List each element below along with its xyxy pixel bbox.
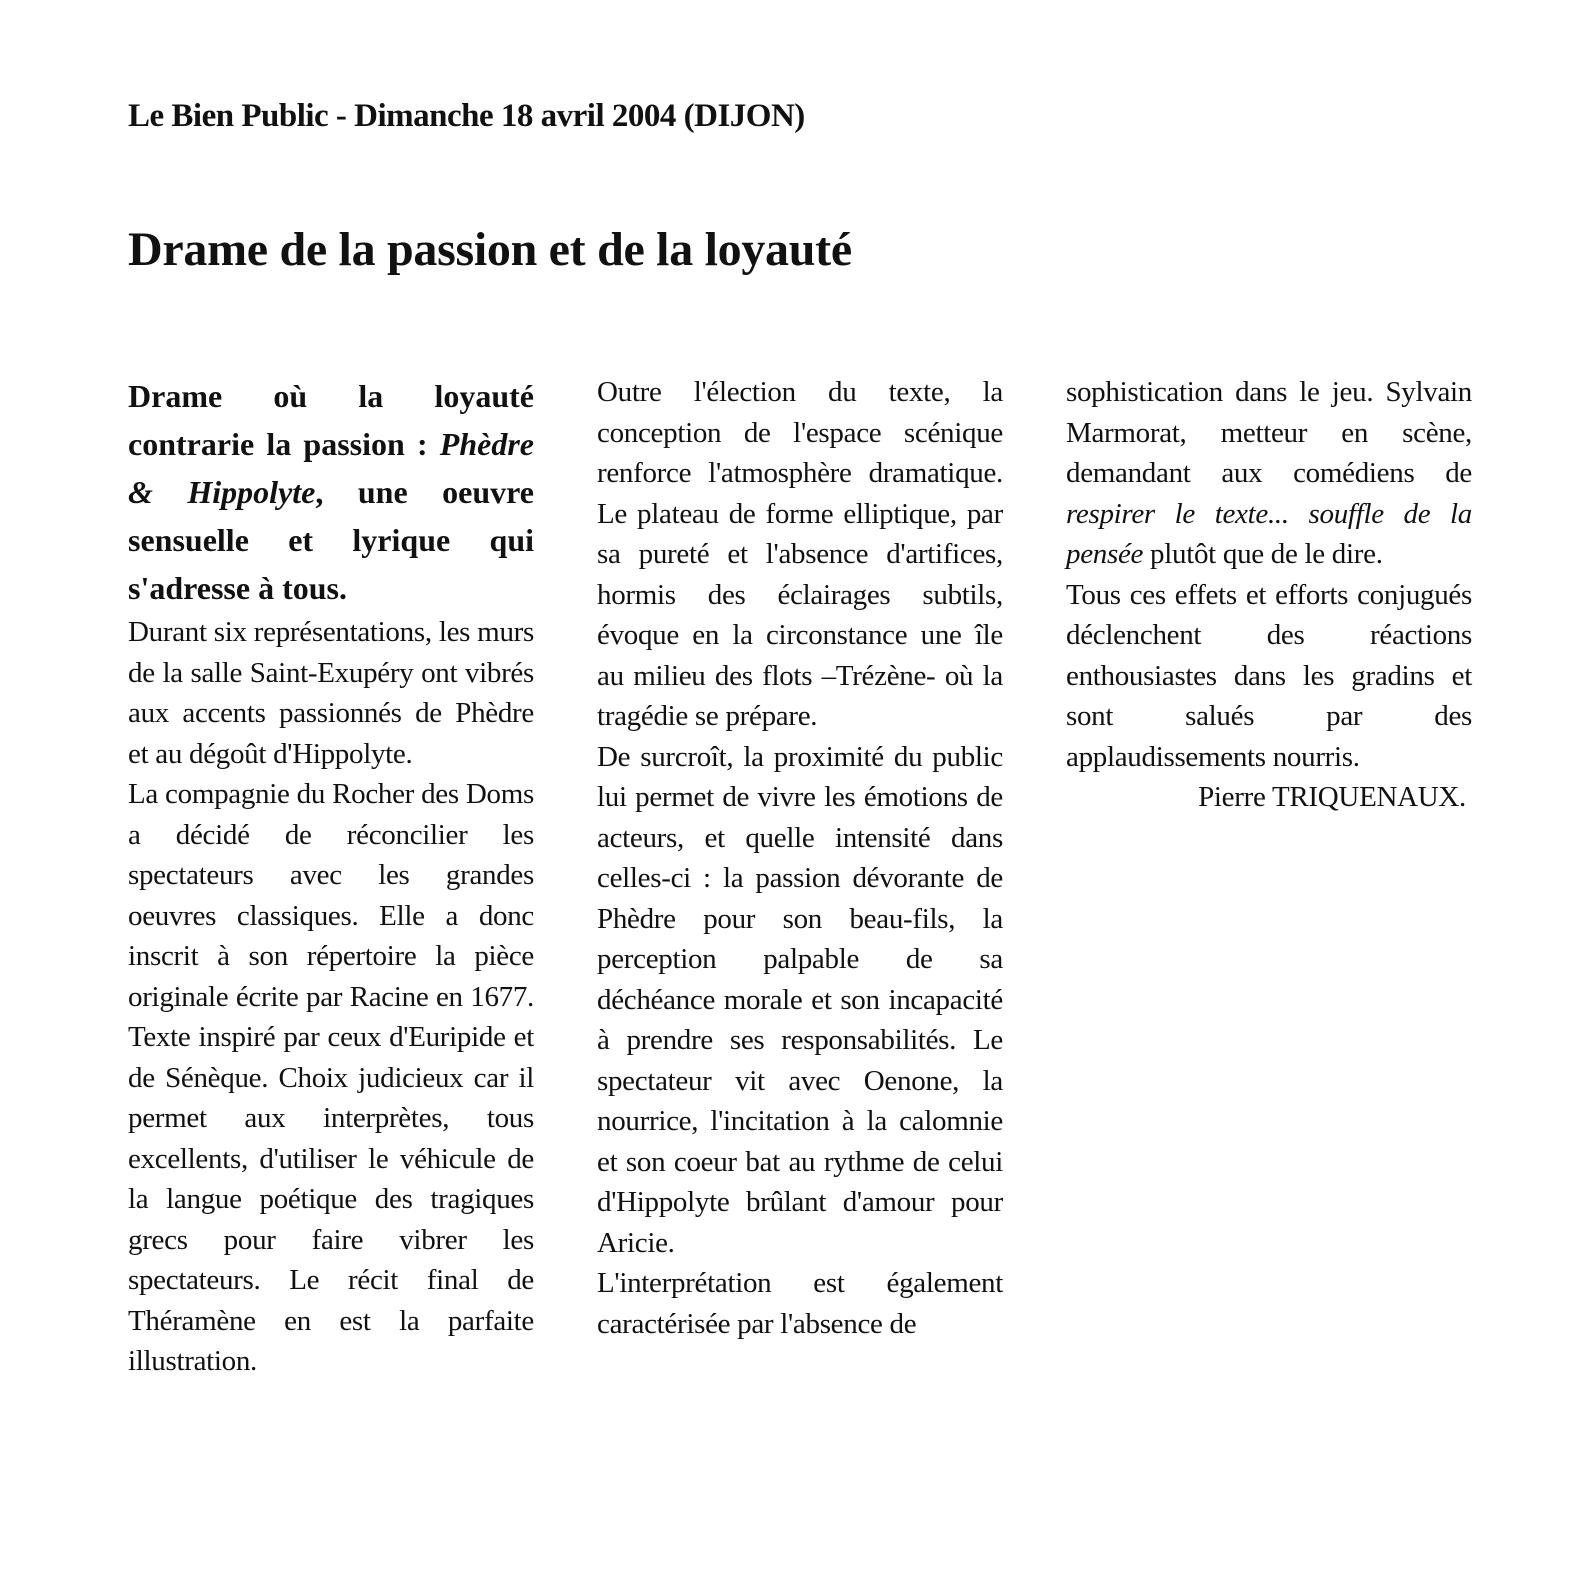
paragraph-compagnie: La compagnie du Rocher des Doms a décidé de réconcilier les spectateurs avec les grandes oeuvres classiques. Elle a donc inscrit à son répertoire la pièce originale écrite par Racine en 1677. Texte inspiré par ceux d'Euripide et de Sénèque. Choix judicieux car il permet aux interprètes, tous excellents, d'utiliser le véhicule de la langue poétique des tragiques grecs pour faire vibrer les spectateurs. Le récit final de Théramène en est la parfaite illustration. xyxy=(128,778,534,1377)
article-lead xyxy=(128,372,534,612)
paragraph-interpretation: L'interprétation est également caractérisée par l'absence de xyxy=(597,1267,1003,1340)
article-column-3 xyxy=(1066,372,1472,818)
lead-text-end: , une oeuvre sensuelle et lyrique qui s'adresse à tous. xyxy=(128,474,535,606)
author-signature: Pierre TRIQUENAUX. xyxy=(1198,781,1466,813)
article-column-2 xyxy=(597,372,1003,1344)
paragraph-representations: Durant six représentations, les murs de la salle Saint-Exupéry ont vibrés aux accents passionnés de Phèdre et au dégoût d'Hippolyte. xyxy=(128,616,534,770)
director-quote: respirer le texte... souffle de la pensée xyxy=(1066,497,1472,570)
article-column-1 xyxy=(128,372,534,1382)
play-title: Phèdre & Hippolyte xyxy=(128,426,534,510)
article-headline: Drame de la passion et de la loyauté xyxy=(128,223,852,276)
publication-dateline: Le Bien Public - Dimanche 18 avril 2004 (DIJON) xyxy=(128,98,805,134)
sophistication-text-end: plutôt que de le dire. xyxy=(1143,538,1383,570)
paragraph-sophistication xyxy=(1066,372,1472,575)
sophistication-text-start: sophistication dans le jeu. Sylvain Marmorat, metteur en scène, demandant aux comédiens de xyxy=(1066,376,1472,489)
paragraph-espace-scenique: Outre l'élection du texte, la conception de l'espace scénique renforce l'atmosphère dramatique. Le plateau de forme elliptique, par sa pureté et l'absence d'artifices, hormis des éclairages subtils, évoque en la circonstance une île au milieu des flots –Trézène- où la tragédie se prépare. xyxy=(597,376,1003,732)
paragraph-proximite: De surcroît, la proximité du public lui permet de vivre les émotions de acteurs, et quelle intensité dans celles-ci : la passion dévorante de Phèdre pour son beau-fils, la perception palpable de sa déchéance morale et son incapacité à prendre ses responsabilités. Le spectateur vit avec Oenone, la nourrice, l'incitation à la calomnie et son coeur bat au rythme de celui d'Hippolyte brûlant d'amour pour Aricie. xyxy=(597,740,1003,1259)
lead-text-start: Drame où la loyauté contrarie la passion : xyxy=(128,378,534,462)
paragraph-reactions: Tous ces effets et efforts conjugués déclenchent des réactions enthousiastes dans les gradins et sont salués par des applaudissements nourris. xyxy=(1066,578,1472,773)
